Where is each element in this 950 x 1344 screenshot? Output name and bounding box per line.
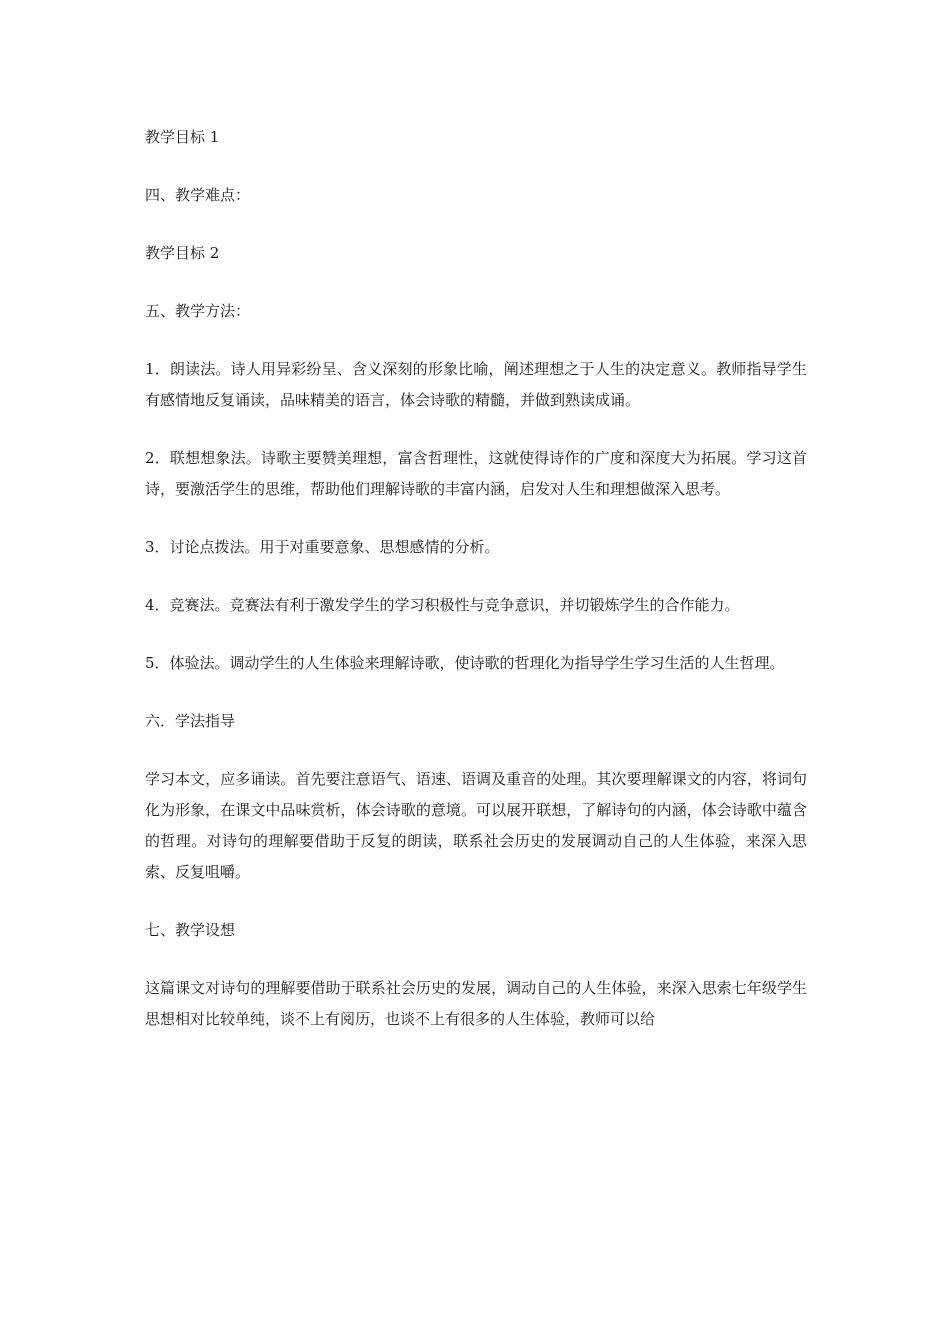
section-heading-methods: 五、教学方法： xyxy=(145,302,251,320)
section-heading-study-guide: 六．学法指导 xyxy=(145,712,236,730)
teaching-idea-paragraph: 这篇课文对诗句的理解要借助于联系社会历史的发展，调动自己的人生体验，来深入思索七年级学生思想相对比较单纯，谈不上有阅历，也谈不上有很多的人生体验，教师可以给 xyxy=(145,979,807,1028)
method-competition-paragraph: 4．竞赛法。竞赛法有利于激发学生的学习积极性与竞争意识，并切锻炼学生的合作能力。 xyxy=(145,596,740,614)
method-association-paragraph: 2．联想想象法。诗歌主要赞美理想，富含哲理性，这就使得诗作的广度和深度大为拓展。学习这首诗，要激活学生的思维，帮助他们理解诗歌的丰富内涵，启发对人生和理想做深入思考。 xyxy=(145,449,807,498)
method-discussion-paragraph: 3．讨论点拨法。用于对重要意象、思想感情的分析。 xyxy=(145,538,500,556)
section-heading-difficulties: 四、教学难点： xyxy=(145,186,251,204)
document-body xyxy=(145,122,807,1062)
teaching-goal-2-line: 教学目标 2 xyxy=(145,244,220,262)
study-guide-paragraph: 学习本文，应多诵读。首先要注意语气、语速、语调及重音的处理。其次要理解课文的内容，将词句化为形象，在课文中品味赏析，体会诗歌的意境。可以展开联想，了解诗句的内涵，体会诗歌中蕴含的哲理。对诗句的理解要借助于反复的朗读，联系社会历史的发展调动自己的人生体验，来深入思索、反复咀嚼。 xyxy=(145,770,807,881)
method-experience-paragraph: 5．体验法。调动学生的人生体验来理解诗歌，使诗歌的哲理化为指导学生学习生活的人生哲理。 xyxy=(145,654,785,672)
method-reading-paragraph: 1．朗读法。诗人用异彩纷呈、含义深刻的形象比喻，阐述理想之于人生的决定意义。教师指导学生有感情地反复诵读，品味精美的语言，体会诗歌的精髓，并做到熟读成诵。 xyxy=(145,360,807,409)
section-heading-teaching-idea: 七、教学设想 xyxy=(145,921,236,939)
teaching-goal-1-line: 教学目标 1 xyxy=(145,128,220,146)
